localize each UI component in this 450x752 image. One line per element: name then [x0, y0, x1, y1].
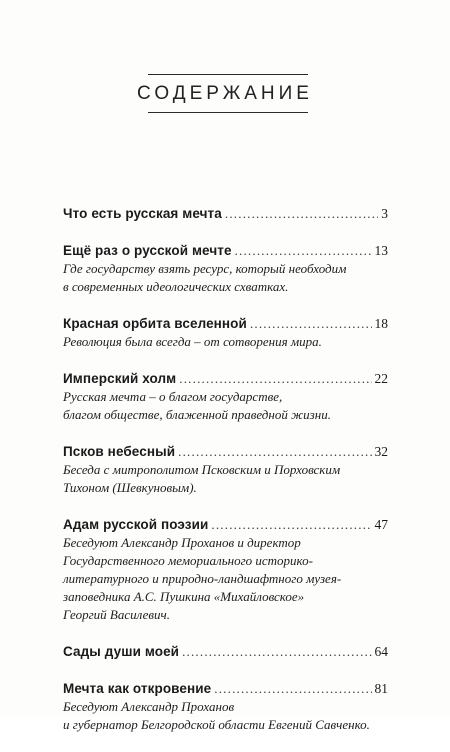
- dot-leader: [235, 241, 372, 260]
- toc-page-number: 13: [374, 243, 388, 258]
- toc-page-number: 18: [374, 316, 388, 331]
- toc-entry: [63, 442, 388, 497]
- toc-entry-line: [63, 679, 388, 698]
- toc-entry-description: и губернатор Белгородской области Евгений Савченко.: [63, 717, 370, 732]
- toc-entry-title: Сады души моей: [63, 644, 180, 659]
- toc-entry: [63, 369, 388, 424]
- toc-entry-line: [63, 369, 388, 388]
- toc-entry-description: Государственного мемориального историко-: [63, 553, 313, 568]
- toc-entry-line: [63, 241, 388, 260]
- toc-entry-title: Что есть русская мечта: [63, 206, 222, 221]
- toc-page-number: 47: [374, 517, 388, 532]
- toc-entry-title: Ещё раз о русской мечте: [63, 243, 232, 258]
- dot-leader: [211, 515, 371, 534]
- toc-entry-description: Беседа с митрополитом Псковским и Порховским: [63, 462, 341, 477]
- toc-entry-description: заповедника А.С. Пушкина «Михайловское»: [63, 589, 305, 604]
- toc-entry-title: Псков небесный: [63, 444, 176, 459]
- dot-leader: [178, 442, 371, 461]
- page-title: СОДЕРЖАНИЕ: [137, 83, 313, 104]
- toc-entry-description: благом обществе, блаженной праведной жизни.: [63, 407, 331, 422]
- toc-entry-line: [63, 442, 388, 461]
- toc-entry-description: литературного и природно-ландшафтного музея-: [63, 571, 342, 586]
- dot-leader: [225, 204, 378, 223]
- toc-page-number: 32: [374, 444, 388, 459]
- toc-page-number: 81: [374, 681, 388, 696]
- toc-entry-description: Где государству взять ресурс, который необходим: [63, 261, 347, 276]
- table-of-contents: [63, 204, 388, 752]
- dot-leader: [182, 642, 371, 661]
- toc-entry: [63, 314, 388, 351]
- toc-page-number: 64: [374, 644, 388, 659]
- dot-leader: [214, 679, 371, 698]
- toc-entry-title: Мечта как откровение: [63, 681, 212, 696]
- toc-page-number: 22: [374, 371, 388, 386]
- dot-leader: [250, 314, 372, 333]
- toc-entry-description: Беседуют Александр Проханов: [63, 699, 235, 714]
- toc-entry-description: Революция была всегда – от сотворения мира.: [63, 334, 322, 349]
- toc-entry: [63, 241, 388, 296]
- toc-entry: [63, 679, 388, 734]
- toc-entry-line: [63, 204, 388, 223]
- toc-entry-line: [63, 515, 388, 534]
- toc-entry-description: Георгий Василевич.: [63, 607, 170, 622]
- toc-entry: [63, 515, 388, 624]
- toc-entry-title: Имперский холм: [63, 371, 177, 386]
- heading-rule-top: [148, 74, 308, 75]
- toc-entry-description: Беседуют Александр Проханов и директор: [63, 535, 301, 550]
- toc-entry-title: Красная орбита вселенной: [63, 316, 247, 331]
- toc-entry-description: Русская мечта – о благом государстве,: [63, 389, 283, 404]
- toc-page-number: 3: [381, 206, 388, 221]
- toc-entry: [63, 204, 388, 223]
- toc-entry-description: в современных идеологических схватках.: [63, 279, 289, 294]
- toc-entry-description: Тихоном (Шевкуновым).: [63, 480, 197, 495]
- toc-entry-line: [63, 314, 388, 333]
- heading-rule-bottom: [148, 112, 308, 113]
- dot-leader: [179, 369, 371, 388]
- toc-entry: [63, 642, 388, 661]
- toc-entry-line: [63, 642, 388, 661]
- toc-entry-title: Адам русской поэзии: [63, 517, 209, 532]
